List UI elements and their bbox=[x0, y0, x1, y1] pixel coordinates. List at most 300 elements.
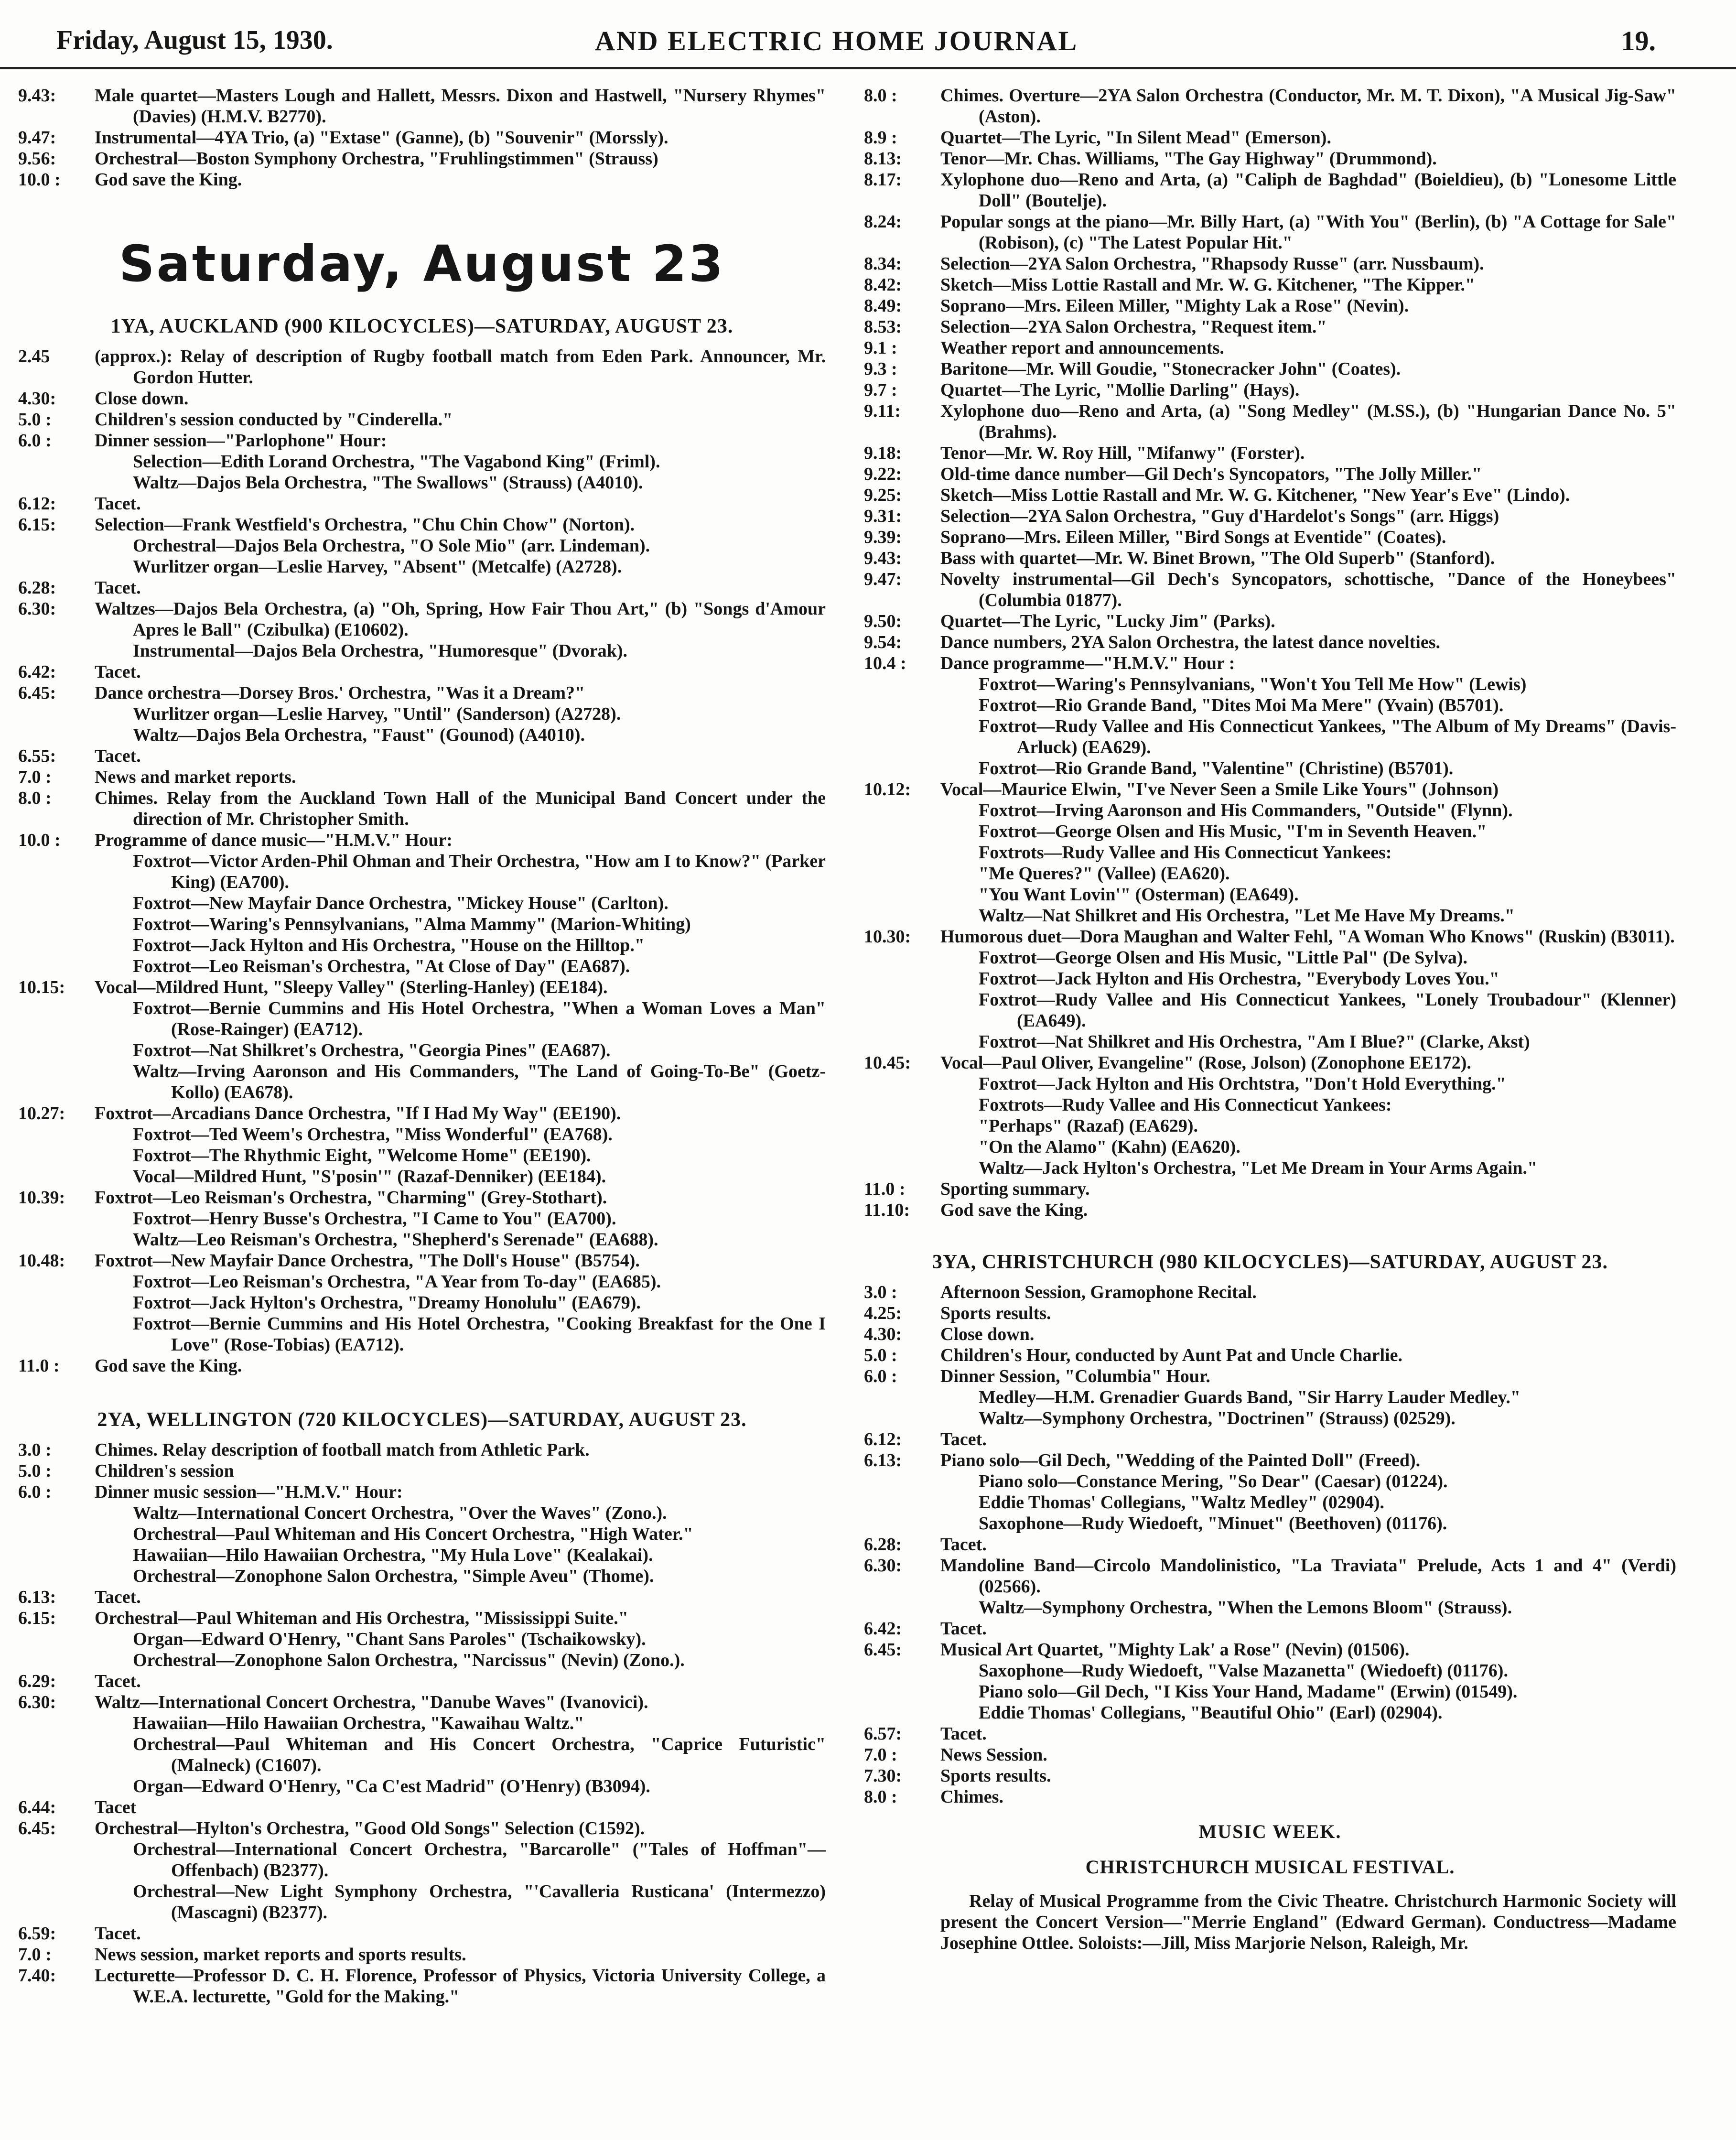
program-description: Piano solo—Gil Dech, "I Kiss Your Hand, Madame" (Erwin) (01549). bbox=[979, 1682, 1518, 1702]
program-description: Weather report and announcements. bbox=[940, 338, 1224, 358]
program-time: 6.0 : bbox=[864, 1366, 897, 1386]
program-description: Mandoline Band—Circolo Mandolinistico, "La Traviata" Prelude, Acts 1 and 4" (Verdi) (02566). bbox=[940, 1556, 1676, 1597]
festival-title: CHRISTCHURCH MUSICAL FESTIVAL. bbox=[1085, 1856, 1455, 1878]
program-description: Eddie Thomas' Collegians, "Waltz Medley" (02904). bbox=[979, 1492, 1385, 1513]
program-description: Orchestral—Zonophone Salon Orchestra, "Narcissus" (Nevin) (Zono.). bbox=[133, 1650, 685, 1670]
program-description: Sports results. bbox=[940, 1766, 1051, 1786]
program-time: 6.45: bbox=[864, 1640, 902, 1660]
program-item bbox=[18, 598, 826, 640]
program-item bbox=[18, 1061, 826, 1103]
program-item bbox=[864, 1534, 1676, 1555]
program-time: 10.12: bbox=[864, 779, 911, 800]
program-time: 4.30: bbox=[864, 1324, 902, 1344]
program-description: Foxtrot—Rio Grande Band, "Dites Moi Ma Mere" (Yvain) (B5701). bbox=[979, 695, 1504, 715]
program-item bbox=[18, 640, 826, 661]
program-description: God save the King. bbox=[940, 1200, 1088, 1220]
program-time: 8.34: bbox=[864, 254, 902, 274]
program-item bbox=[18, 767, 826, 788]
program-item bbox=[18, 935, 826, 956]
program-description: Baritone—Mr. Will Goudie, "Stonecracker John" (Coates). bbox=[940, 359, 1401, 379]
program-time: 10.0 : bbox=[18, 170, 61, 190]
program-item bbox=[18, 1355, 826, 1376]
program-item bbox=[864, 1702, 1676, 1723]
program-time: 7.0 : bbox=[18, 767, 52, 787]
program-item bbox=[864, 253, 1676, 274]
program-description: Piano solo—Gil Dech, "Wedding of the Painted Doll" (Freed). bbox=[940, 1450, 1421, 1470]
program-time: 4.30: bbox=[18, 389, 56, 409]
program-description: Organ—Edward O'Henry, "Chant Sans Paroles" (Tschaikowsky). bbox=[133, 1629, 646, 1649]
program-item bbox=[864, 169, 1676, 211]
program-item bbox=[18, 1271, 826, 1292]
program-time: 6.59: bbox=[18, 1924, 56, 1944]
program-description: Foxtrot—Jack Hylton and His Orchestra, "Everybody Loves You." bbox=[979, 969, 1499, 989]
program-description: Waltz—Nat Shilkret and His Orchestra, "Let Me Have My Dreams." bbox=[979, 906, 1515, 926]
program-time: 6.15: bbox=[18, 515, 56, 535]
program-item bbox=[18, 788, 826, 830]
program-time: 6.12: bbox=[864, 1429, 902, 1449]
program-description: Foxtrots—Rudy Vallee and His Connecticut Yankees: bbox=[979, 843, 1392, 863]
journal-title: AND ELECTRIC HOME JOURNAL bbox=[595, 25, 1078, 56]
program-description: Hawaiian—Hilo Hawaiian Orchestra, "Kawaihau Waltz." bbox=[133, 1713, 584, 1733]
program-time: 8.53: bbox=[864, 317, 902, 337]
program-description: Tacet. bbox=[95, 578, 141, 598]
program-description: Organ—Edward O'Henry, "Ca C'est Madrid" (O'Henry) (B3094). bbox=[133, 1776, 650, 1796]
program-description: Foxtrot—Jack Hylton's Orchestra, "Dreamy Honolulu" (EA679). bbox=[133, 1293, 641, 1313]
program-time: 3.0 : bbox=[864, 1282, 897, 1302]
program-description: Waltz—Symphony Orchestra, "Doctrinen" (Strauss) (02529). bbox=[979, 1408, 1456, 1428]
wellington-heading: 2YA, WELLINGTON (720 KILOCYCLES)—SATURDAY, AUGUST 23. bbox=[97, 1409, 747, 1431]
program-description: Piano solo—Constance Mering, "So Dear" (Caesar) (01224). bbox=[979, 1471, 1448, 1492]
program-item bbox=[18, 472, 826, 493]
program-item bbox=[864, 1660, 1676, 1681]
program-item bbox=[18, 1439, 826, 1460]
music-week-title: MUSIC WEEK. bbox=[1198, 1821, 1342, 1842]
program-item bbox=[864, 1513, 1676, 1534]
program-description: Xylophone duo—Reno and Arta, (a) "Caliph de Baghdad" (Boieldieu), (b) "Lonesome Little Doll" (Boutelje). bbox=[940, 170, 1676, 211]
program-item bbox=[18, 1881, 826, 1923]
program-description: Afternoon Session, Gramophone Recital. bbox=[940, 1282, 1257, 1302]
program-time: 9.54: bbox=[864, 632, 902, 652]
program-item bbox=[864, 85, 1676, 127]
program-time: 11.0 : bbox=[18, 1356, 60, 1376]
program-description: Foxtrot—New Mayfair Dance Orchestra, "Mickey House" (Carlton). bbox=[133, 893, 669, 913]
program-description: Foxtrot—Bernie Cummins and His Hotel Orchestra, "Cooking Breakfast for the One I Love" (Rose-Tobias) (EA712). bbox=[133, 1314, 826, 1355]
program-description: Dinner Session, "Columbia" Hour. bbox=[940, 1366, 1210, 1386]
program-time: 8.0 : bbox=[864, 86, 897, 106]
program-time: 8.17: bbox=[864, 170, 902, 190]
program-description: Close down. bbox=[95, 389, 189, 409]
program-description: Tacet. bbox=[95, 1924, 141, 1944]
program-description: "You Want Lovin'" (Osterman) (EA649). bbox=[979, 885, 1299, 905]
program-item bbox=[18, 830, 826, 851]
program-time: 7.0 : bbox=[18, 1945, 52, 1965]
program-item bbox=[864, 211, 1676, 253]
program-item bbox=[18, 1292, 826, 1313]
program-description: Orchestral—Zonophone Salon Orchestra, "Simple Aveu" (Thome). bbox=[133, 1566, 654, 1586]
page-number: 19. bbox=[1621, 25, 1656, 56]
program-description: Selection—2YA Salon Orchestra, "Request item." bbox=[940, 317, 1327, 337]
program-description: Foxtrot—Leo Reisman's Orchestra, "A Year from To-day" (EA685). bbox=[133, 1272, 661, 1292]
program-description: Instrumental—Dajos Bela Orchestra, "Humoresque" (Dvorak). bbox=[133, 641, 628, 661]
program-item bbox=[18, 893, 826, 914]
program-item bbox=[864, 1639, 1676, 1660]
program-item bbox=[18, 451, 826, 472]
program-time: 6.28: bbox=[18, 578, 56, 598]
program-time: 10.0 : bbox=[18, 830, 61, 850]
program-description: Bass with quartet—Mr. W. Binet Brown, "The Old Superb" (Stanford). bbox=[940, 548, 1495, 568]
program-description: Chimes. Relay description of football match from Athletic Park. bbox=[95, 1440, 590, 1460]
program-item bbox=[864, 695, 1676, 716]
program-time: 2.45 bbox=[18, 346, 50, 367]
program-description: Foxtrot—Waring's Pennsylvanians, "Won't You Tell Me How" (Lewis) bbox=[979, 674, 1527, 694]
program-description: News session, market reports and sports results. bbox=[95, 1945, 466, 1965]
program-description: Orchestral—Dajos Bela Orchestra, "O Sole Mio" (arr. Lindeman). bbox=[133, 536, 650, 556]
program-description: Orchestral—Paul Whiteman and His Orchestra, "Mississippi Suite." bbox=[95, 1608, 628, 1628]
program-item bbox=[18, 1944, 826, 1965]
program-description: Orchestral—International Concert Orchestra, "Barcarolle" ("Tales of Hoffman"—Offenbach) (B2377). bbox=[133, 1839, 826, 1881]
program-description: "On the Alamo" (Kahn) (EA620). bbox=[979, 1137, 1240, 1157]
program-item bbox=[864, 1471, 1676, 1492]
program-time: 6.15: bbox=[18, 1608, 56, 1628]
program-item bbox=[864, 863, 1676, 884]
program-item bbox=[864, 926, 1676, 947]
program-item bbox=[18, 85, 826, 127]
program-description: Dance orchestra—Dorsey Bros.' Orchestra, "Was it a Dream?" bbox=[95, 683, 585, 703]
program-time: 6.45: bbox=[18, 1818, 56, 1838]
program-description: (approx.): Relay of description of Rugby football match from Eden Park. Announcer, Mr. Gordon Hutter. bbox=[95, 346, 826, 388]
program-description: God save the King. bbox=[95, 170, 242, 190]
program-description: Tacet bbox=[95, 1797, 137, 1817]
program-item bbox=[864, 758, 1676, 779]
program-description: Tacet. bbox=[95, 494, 141, 514]
program-item bbox=[864, 337, 1676, 358]
program-item bbox=[864, 1157, 1676, 1178]
program-item bbox=[864, 947, 1676, 968]
program-item bbox=[864, 800, 1676, 821]
program-time: 9.1 : bbox=[864, 338, 897, 358]
program-item bbox=[18, 556, 826, 577]
program-item bbox=[18, 1166, 826, 1187]
program-description: Sketch—Miss Lottie Rastall and Mr. W. G. Kitchener, "New Year's Eve" (Lindo). bbox=[940, 485, 1570, 505]
program-time: 9.3 : bbox=[864, 359, 897, 379]
program-description: Orchestral—New Light Symphony Orchestra, "'Cavalleria Rusticana' (Intermezzo) (Mascagni) (B2377). bbox=[133, 1881, 826, 1923]
program-time: 9.43: bbox=[864, 548, 902, 568]
program-item bbox=[18, 1671, 826, 1692]
program-description: Foxtrot—Leo Reisman's Orchestra, "Charming" (Grey-Stothart). bbox=[95, 1188, 607, 1208]
program-description: Soprano—Mrs. Eileen Miller, "Bird Songs at Eventide" (Coates). bbox=[940, 527, 1446, 547]
program-description: Foxtrot—Victor Arden-Phil Ohman and Their Orchestra, "How am I to Know?" (Parker King) (EA700). bbox=[133, 851, 826, 892]
program-description: Vocal—Maurice Elwin, "I've Never Seen a Smile Like Yours" (Johnson) bbox=[940, 779, 1499, 800]
program-time: 5.0 : bbox=[864, 1345, 897, 1365]
program-description: Waltz—Jack Hylton's Orchestra, "Let Me Dream in Your Arms Again." bbox=[979, 1158, 1538, 1178]
program-description: Selection—Edith Lorand Orchestra, "The Vagabond King" (Friml). bbox=[133, 452, 660, 472]
program-description: Male quartet—Masters Lough and Hallett, Messrs. Dixon and Hastwell, "Nursery Rhymes" (Davies) (H.M.V. B2770). bbox=[95, 86, 826, 127]
program-description: Humorous duet—Dora Maughan and Walter Fehl, "A Woman Who Knows" (Ruskin) (B3011). bbox=[940, 927, 1675, 947]
program-time: 8.0 : bbox=[864, 1787, 897, 1807]
program-item bbox=[18, 1692, 826, 1713]
program-description: Foxtrot—Rio Grande Band, "Valentine" (Christine) (B5701). bbox=[979, 758, 1454, 778]
program-description: Quartet—The Lyric, "Lucky Jim" (Parks). bbox=[940, 611, 1275, 631]
program-time: 9.11: bbox=[864, 401, 901, 421]
program-item bbox=[18, 1250, 826, 1271]
christchurch-heading: 3YA, CHRISTCHURCH (980 KILOCYCLES)—SATURDAY, AUGUST 23. bbox=[932, 1251, 1608, 1273]
program-description: Foxtrots—Rudy Vallee and His Connecticut Yankees: bbox=[979, 1095, 1392, 1115]
program-item bbox=[18, 1965, 826, 2007]
program-description: Orchestral—Boston Symphony Orchestra, "Fruhlingstimmen" (Strauss) bbox=[95, 149, 658, 169]
program-item bbox=[18, 1187, 826, 1208]
program-item bbox=[864, 1618, 1676, 1639]
program-item bbox=[864, 653, 1676, 674]
program-item bbox=[864, 989, 1676, 1031]
program-time: 6.45: bbox=[18, 683, 56, 703]
program-description: Orchestral—Paul Whiteman and His Concert Orchestra, "High Water." bbox=[133, 1524, 693, 1544]
program-description: "Perhaps" (Razaf) (EA629). bbox=[979, 1116, 1198, 1136]
program-item bbox=[18, 514, 826, 535]
program-time: 6.29: bbox=[18, 1671, 56, 1691]
program-item bbox=[864, 1723, 1676, 1744]
program-description: Vocal—Mildred Hunt, "S'posin'" (Razaf-Denniker) (EE184). bbox=[133, 1167, 606, 1187]
program-time: 8.0 : bbox=[18, 788, 52, 808]
program-item bbox=[864, 379, 1676, 400]
program-item bbox=[18, 430, 826, 451]
program-item bbox=[18, 1629, 826, 1650]
program-item bbox=[18, 977, 826, 998]
program-item bbox=[18, 746, 826, 767]
program-time: 8.13: bbox=[864, 149, 902, 169]
program-description: Waltz—Symphony Orchestra, "When the Lemons Bloom" (Strauss). bbox=[979, 1598, 1512, 1618]
program-time: 8.49: bbox=[864, 296, 902, 316]
program-description: Sporting summary. bbox=[940, 1179, 1090, 1199]
auckland-program-list bbox=[18, 346, 826, 1376]
program-item bbox=[18, 1040, 826, 1061]
program-description: Chimes. bbox=[940, 1787, 1003, 1807]
program-description: Dance programme—"H.M.V." Hour : bbox=[940, 653, 1235, 673]
program-item bbox=[864, 485, 1676, 506]
program-description: Waltz—International Concert Orchestra, "Over the Waves" (Zono.). bbox=[133, 1503, 667, 1523]
program-description: Sports results. bbox=[940, 1303, 1051, 1323]
program-description: "Me Queres?" (Vallee) (EA620). bbox=[979, 864, 1230, 884]
program-item bbox=[864, 569, 1676, 611]
program-item bbox=[864, 1786, 1676, 1807]
program-item bbox=[864, 1073, 1676, 1094]
program-description: Tacet. bbox=[940, 1724, 987, 1744]
program-item bbox=[864, 527, 1676, 548]
program-description: Foxtrot—Henry Busse's Orchestra, "I Came to You" (EA700). bbox=[133, 1209, 616, 1229]
program-item bbox=[864, 632, 1676, 653]
program-description: Quartet—The Lyric, "In Silent Mead" (Emerson). bbox=[940, 128, 1331, 148]
program-time: 7.40: bbox=[18, 1966, 56, 1986]
program-item bbox=[864, 842, 1676, 863]
program-time: 9.25: bbox=[864, 485, 902, 505]
program-item bbox=[864, 400, 1676, 443]
program-item bbox=[18, 703, 826, 724]
program-time: 7.0 : bbox=[864, 1745, 897, 1765]
program-description: Saxophone—Rudy Wiedoeft, "Valse Mazanetta" (Wiedoeft) (01176). bbox=[979, 1661, 1508, 1681]
program-description: Vocal—Mildred Hunt, "Sleepy Valley" (Sterling-Hanley) (EE184). bbox=[95, 977, 608, 997]
program-item bbox=[864, 674, 1676, 695]
program-description: Novelty instrumental—Gil Dech's Syncopators, schottische, "Dance of the Honeybees" (Columbia 01877). bbox=[940, 569, 1676, 610]
program-item bbox=[18, 998, 826, 1040]
program-time: 9.31: bbox=[864, 506, 902, 526]
program-item bbox=[18, 1145, 826, 1166]
program-item bbox=[864, 548, 1676, 569]
program-time: 9.56: bbox=[18, 149, 56, 169]
program-item bbox=[864, 1429, 1676, 1450]
program-description: Programme of dance music—"H.M.V." Hour: bbox=[95, 830, 453, 850]
program-item bbox=[864, 1765, 1676, 1786]
program-time: 8.24: bbox=[864, 212, 902, 232]
program-description: Orchestral—Hylton's Orchestra, "Good Old Songs" Selection (C1592). bbox=[95, 1818, 645, 1838]
program-item bbox=[18, 1776, 826, 1797]
program-item bbox=[864, 274, 1676, 295]
program-description: Tacet. bbox=[95, 662, 141, 682]
program-time: 7.30: bbox=[864, 1766, 902, 1786]
program-item bbox=[864, 1136, 1676, 1157]
program-time: 6.0 : bbox=[18, 1482, 52, 1502]
program-description: Wurlitzer organ—Leslie Harvey, "Absent" (Metcalfe) (A2728). bbox=[133, 557, 622, 577]
program-description: Lecturette—Professor D. C. H. Florence, Professor of Physics, Victoria University College, a W.E.A. lecturette, "Gold for the Making." bbox=[95, 1966, 826, 2007]
program-item bbox=[18, 1502, 826, 1524]
program-description: Tenor—Mr. Chas. Williams, "The Gay Highway" (Drummond). bbox=[940, 149, 1437, 169]
program-description: Wurlitzer organ—Leslie Harvey, "Until" (Sanderson) (A2728). bbox=[133, 704, 621, 724]
program-description: Musical Art Quartet, "Mighty Lak' a Rose" (Nevin) (01506). bbox=[940, 1640, 1410, 1660]
program-item bbox=[864, 1366, 1676, 1387]
program-item bbox=[864, 1345, 1676, 1366]
program-item bbox=[18, 1818, 826, 1839]
program-time: 10.45: bbox=[864, 1053, 911, 1073]
program-description: Foxtrot—Jack Hylton and His Orchestra, "House on the Hilltop." bbox=[133, 935, 645, 955]
program-description: Instrumental—4YA Trio, (a) "Extase" (Ganne), (b) "Souvenir" (Morssly). bbox=[95, 128, 669, 148]
program-time: 10.48: bbox=[18, 1251, 65, 1271]
program-description: Quartet—The Lyric, "Mollie Darling" (Hays). bbox=[940, 380, 1300, 400]
program-description: News Session. bbox=[940, 1745, 1047, 1765]
program-item bbox=[864, 1408, 1676, 1429]
program-time: 6.44: bbox=[18, 1797, 56, 1817]
program-time: 9.39: bbox=[864, 527, 902, 547]
program-time: 6.0 : bbox=[18, 431, 52, 451]
program-item bbox=[18, 1839, 826, 1881]
christchurch-program-list bbox=[864, 1282, 1676, 1807]
program-description: Foxtrot—Leo Reisman's Orchestra, "At Close of Day" (EA687). bbox=[133, 956, 630, 976]
saturday-title: Saturday, August 23 bbox=[119, 235, 725, 293]
program-item bbox=[864, 1115, 1676, 1136]
program-description: Dinner session—"Parlophone" Hour: bbox=[95, 431, 387, 451]
program-time: 11.0 : bbox=[864, 1179, 906, 1199]
program-time: 6.12: bbox=[18, 494, 56, 514]
program-description: Foxtrot—Rudy Vallee and His Connecticut Yankees, "Lonely Troubadour" (Klenner) (EA649). bbox=[979, 990, 1676, 1031]
program-time: 6.55: bbox=[18, 746, 56, 766]
program-description: Foxtrot—New Mayfair Dance Orchestra, "The Doll's House" (B5754). bbox=[95, 1251, 640, 1271]
program-item bbox=[18, 661, 826, 682]
program-description: Dinner music session—"H.M.V." Hour: bbox=[95, 1482, 403, 1502]
program-time: 6.42: bbox=[18, 662, 56, 682]
program-description: Foxtrot—Arcadians Dance Orchestra, "If I Had My Way" (EE190). bbox=[95, 1103, 621, 1124]
program-description: Tacet. bbox=[940, 1535, 987, 1555]
program-item bbox=[18, 127, 826, 148]
program-item bbox=[864, 968, 1676, 989]
program-time: 9.43: bbox=[18, 86, 56, 106]
program-description: Foxtrot—Irving Aaronson and His Commanders, "Outside" (Flynn). bbox=[979, 800, 1513, 821]
program-time: 6.30: bbox=[18, 599, 56, 619]
program-item bbox=[864, 716, 1676, 758]
program-time: 9.47: bbox=[864, 569, 902, 589]
program-item bbox=[18, 1734, 826, 1776]
program-description: Waltz—Dajos Bela Orchestra, "The Swallows" (Strauss) (A4010). bbox=[133, 473, 643, 493]
program-item bbox=[18, 169, 826, 190]
program-time: 10.4 : bbox=[864, 653, 906, 673]
wellington-program-list bbox=[18, 1439, 826, 2007]
program-item bbox=[864, 611, 1676, 632]
program-item bbox=[18, 851, 826, 893]
program-description: Dance numbers, 2YA Salon Orchestra, the latest dance novelties. bbox=[940, 632, 1441, 652]
program-item bbox=[18, 493, 826, 514]
program-item bbox=[864, 779, 1676, 800]
program-time: 8.9 : bbox=[864, 128, 897, 148]
program-item bbox=[18, 956, 826, 977]
program-description: Tenor—Mr. W. Roy Hill, "Mifanwy" (Forster). bbox=[940, 443, 1305, 463]
program-time: 3.0 : bbox=[18, 1440, 52, 1460]
program-description: News and market reports. bbox=[95, 767, 296, 787]
auckland-heading: 1YA, AUCKLAND (900 KILOCYCLES)—SATURDAY, AUGUST 23. bbox=[110, 315, 733, 337]
page-header bbox=[0, 0, 1736, 69]
program-time: 8.42: bbox=[864, 275, 902, 295]
program-item bbox=[864, 905, 1676, 926]
program-item bbox=[864, 821, 1676, 842]
program-item bbox=[864, 1303, 1676, 1324]
program-description: Children's session bbox=[95, 1461, 234, 1481]
program-description: Waltz—International Concert Orchestra, "Danube Waves" (Ivanovici). bbox=[95, 1692, 648, 1712]
program-description: Selection—Frank Westfield's Orchestra, "Chu Chin Chow" (Norton). bbox=[95, 515, 635, 535]
program-item bbox=[864, 506, 1676, 527]
program-time: 6.13: bbox=[18, 1587, 56, 1607]
program-time: 10.15: bbox=[18, 977, 65, 997]
program-time: 9.22: bbox=[864, 464, 902, 484]
program-description: Saxophone—Rudy Wiedoeft, "Minuet" (Beethoven) (01176). bbox=[979, 1513, 1447, 1534]
program-description: Waltzes—Dajos Bela Orchestra, (a) "Oh, Spring, How Fair Thou Art," (b) "Songs d'Amour Apres le Ball" (Czibulka) (E10602). bbox=[95, 599, 826, 640]
program-item bbox=[18, 1608, 826, 1629]
program-time: 9.18: bbox=[864, 443, 902, 463]
program-description: Close down. bbox=[940, 1324, 1035, 1344]
program-description: Waltz—Irving Aaronson and His Commanders, "The Land of Going-To-Be" (Goetz-Kollo) (EA678). bbox=[133, 1061, 826, 1102]
program-time: 6.30: bbox=[18, 1692, 56, 1712]
program-item bbox=[18, 1797, 826, 1818]
festival-relay-text: Relay of Musical Programme from the Civic Theatre. Christchurch Harmonic Society will present the Concert Version—"Merrie England" (Edward German). Conductress—Madame Josephine Ottlee. Soloists:—Jill, Miss Marjorie Nelson, Raleigh, Mr. bbox=[940, 1891, 1676, 1953]
program-description: Children's session conducted by "Cinderella." bbox=[95, 410, 453, 430]
program-description: Orchestral—Paul Whiteman and His Concert Orchestra, "Caprice Futuristic" (Malneck) (C1607). bbox=[133, 1734, 826, 1775]
program-item bbox=[864, 1492, 1676, 1513]
program-item bbox=[864, 443, 1676, 464]
program-time: 10.27: bbox=[18, 1103, 65, 1124]
program-description: Selection—2YA Salon Orchestra, "Rhapsody Russe" (arr. Nussbaum). bbox=[940, 254, 1484, 274]
program-description: Foxtrot—Waring's Pennsylvanians, "Alma Mammy" (Marion-Whiting) bbox=[133, 914, 691, 934]
program-item bbox=[864, 1200, 1676, 1221]
program-description: Vocal—Paul Oliver, Evangeline" (Rose, Jolson) (Zonophone EE172). bbox=[940, 1053, 1471, 1073]
program-item bbox=[864, 316, 1676, 337]
wellington-continued-list bbox=[864, 85, 1676, 1221]
left-column bbox=[18, 85, 826, 2007]
program-description: Foxtrot—Bernie Cummins and His Hotel Orchestra, "When a Woman Loves a Man" (Rose-Rainger) (EA712). bbox=[133, 998, 826, 1039]
program-item bbox=[18, 1124, 826, 1145]
program-item bbox=[864, 1178, 1676, 1200]
program-item bbox=[18, 577, 826, 598]
program-description: Xylophone duo—Reno and Arta, (a) "Song Medley" (M.SS.), (b) "Hungarian Dance No. 5" (Brahms). bbox=[940, 401, 1676, 442]
program-description: Popular songs at the piano—Mr. Billy Hart, (a) "With You" (Berlin), (b) "A Cottage for Sale" (Robison), (c) "The Latest Popular Hit." bbox=[940, 212, 1676, 253]
issue-date: Friday, August 15, 1930. bbox=[56, 25, 333, 55]
program-item bbox=[18, 1545, 826, 1566]
program-item bbox=[18, 1208, 826, 1229]
program-item bbox=[864, 1555, 1676, 1597]
program-item bbox=[864, 464, 1676, 485]
